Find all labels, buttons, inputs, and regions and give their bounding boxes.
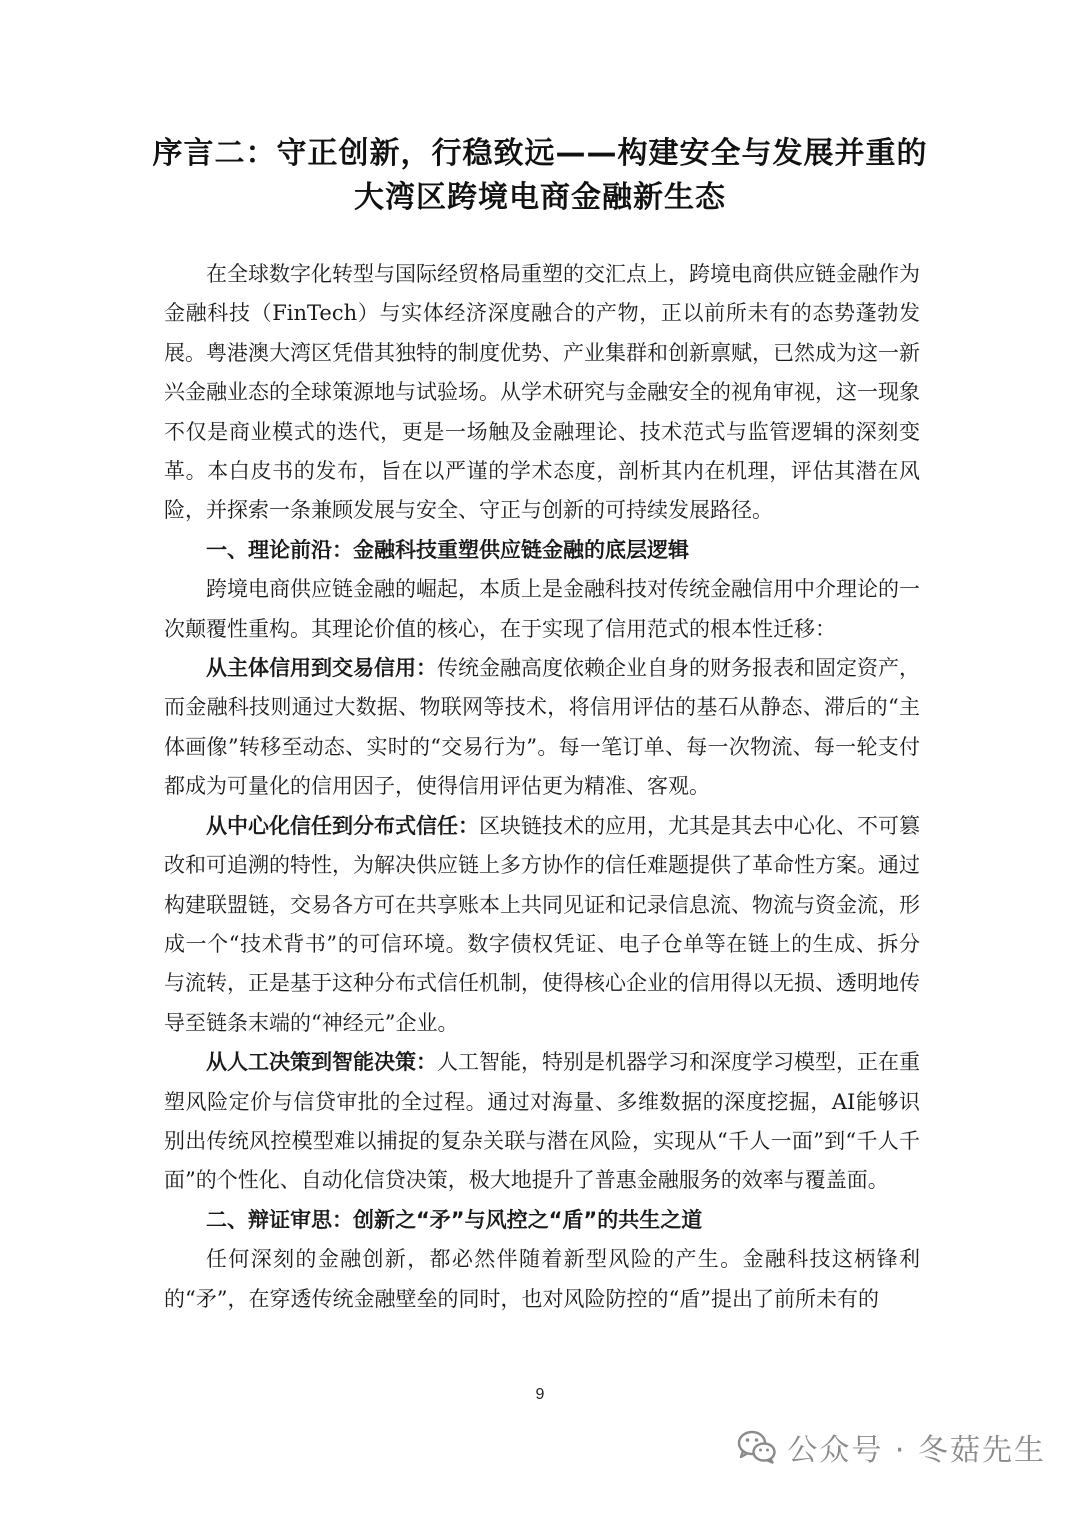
- wechat-icon: [737, 1429, 777, 1465]
- paragraph-text: 人工智能，特别是机器学习和深度学习模型，正在重塑风险定价与信贷审批的全过程。通过对海量、多维数据的深度挖掘，AI能够识别出传统风控模型难以捕捉的复杂关联与潜在风险，实现从“千人一面”到“千人千面”的个性化、自动化信贷决策，极大地提升了普惠金融服务的效率与覆盖面。: [164, 1050, 920, 1193]
- watermark-text: 公众号 · 冬菇先生: [787, 1433, 1046, 1468]
- paragraph-subject-to-transaction-credit: [164, 649, 920, 807]
- paragraph-lead: 从中心化信任到分布式信任：: [206, 813, 479, 838]
- page-title: [100, 132, 980, 220]
- section-heading-1: 一、理论前沿：金融科技重塑供应链金融的底层逻辑: [206, 537, 689, 562]
- paragraph-text: 传统金融高度依赖企业自身的财务报表和固定资产，而金融科技则通过大数据、物联网等技术，将信用评估的基石从静态、滞后的“主体画像”转移至动态、实时的“交易行为”。每一笔订单、每一次物流、每一轮支付都成为可量化的信用因子，使得信用评估更为精准、客观。: [164, 656, 920, 799]
- section-1-intro: 跨境电商供应链金融的崛起，本质上是金融科技对传统金融信用中介理论的一次颠覆性重构。其理论价值的核心，在于实现了信用范式的根本性迁移：: [164, 577, 920, 641]
- paragraph-intelligent-decision: [164, 1043, 920, 1201]
- title-line-1: 序言二：守正创新，行稳致远——构建安全与发展并重的: [152, 136, 928, 171]
- paragraph-lead: 从主体信用到交易信用：: [206, 656, 437, 681]
- paragraph-text: 区块链技术的应用，尤其是其去中心化、不可篡改和可追溯的特性，为解决供应链上多方协作的信任难题提供了革命性方案。通过构建联盟链，交易各方可在共享账本上共同见证和记录信息流、物流与资金流，形成一个“技术背书”的可信环境。数字债权凭证、电子仓单等在链上的生成、拆分与流转，正是基于这种分布式信任机制，使得核心企业的信用得以无损、透明地传导至链条末端的“神经元”企业。: [164, 813, 920, 1035]
- paragraph-distributed-trust: [164, 807, 920, 1043]
- body-text: [164, 255, 920, 1319]
- title-line-2: 大湾区跨境电商金融新生态: [354, 180, 726, 215]
- intro-paragraph: 在全球数字化转型与国际经贸格局重塑的交汇点上，跨境电商供应链金融作为金融科技（FinTech）与实体经济深度融合的产物，正以前所未有的态势蓬勃发展。粤港澳大湾区凭借其独特的制度优势、产业集群和创新禀赋，已然成为这一新兴金融业态的全球策源地与试验场。从学术研究与金融安全的视角审视，这一现象不仅是商业模式的迭代，更是一场触及金融理论、技术范式与监管逻辑的深刻变革。本白皮书的发布，旨在以严谨的学术态度，剖析其内在机理，评估其潜在风险，并探索一条兼顾发展与安全、守正与创新的可持续发展路径。: [164, 262, 920, 523]
- section-2-intro: 任何深刻的金融创新，都必然伴随着新型风险的产生。金融科技这柄锋利的“矛”，在穿透传统金融壁垒的同时，也对风险防控的“盾”提出了前所未有的: [164, 1247, 920, 1311]
- paragraph-lead: 从人工决策到智能决策：: [206, 1050, 437, 1075]
- page-number: 9: [535, 1386, 545, 1403]
- watermark: [737, 1422, 1046, 1472]
- section-heading-2: 二、辩证审思：创新之“矛”与风控之“盾”的共生之道: [206, 1207, 703, 1232]
